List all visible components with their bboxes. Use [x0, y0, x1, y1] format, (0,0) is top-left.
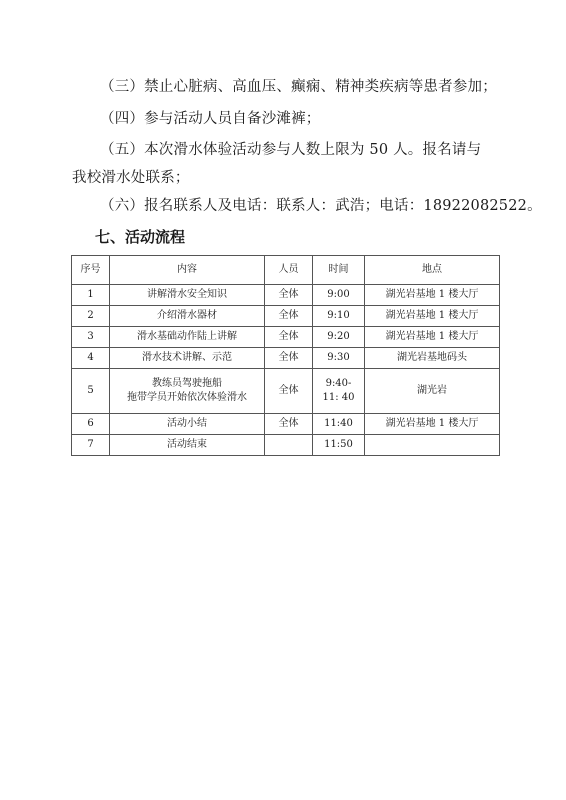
schedule-table	[71, 255, 500, 456]
header-place: 地点	[365, 256, 500, 285]
paragraph-item-4: （四）参与活动人员自备沙滩裤；	[100, 111, 321, 127]
cell-time	[313, 306, 365, 327]
cell-place: 湖光岩基地 1 楼大厅	[365, 306, 500, 327]
table-row	[72, 327, 500, 348]
section-heading: 七、活动流程	[95, 228, 186, 246]
header-people: 人员	[265, 256, 313, 285]
cell-time-line: 9:10	[327, 310, 350, 321]
cell-people: 全体	[265, 285, 313, 306]
cell-time-line: 11:50	[324, 439, 353, 450]
paragraph-item-3: （三）禁止心脏病、高血压、癫痫、精神类疾病等患者参加；	[100, 79, 497, 95]
cell-content-line: 介绍滑水器材	[157, 310, 217, 321]
table-row	[72, 435, 500, 456]
cell-people: 全体	[265, 369, 313, 414]
cell-time	[313, 414, 365, 435]
table-row	[72, 285, 500, 306]
table-row	[72, 306, 500, 327]
cell-no: 1	[72, 285, 110, 306]
cell-time	[313, 435, 365, 456]
cell-people: 全体	[265, 327, 313, 348]
table-header-row	[72, 256, 500, 285]
cell-place: 湖光岩基地 1 楼大厅	[365, 414, 500, 435]
cell-content-line: 讲解滑水安全知识	[147, 289, 227, 300]
cell-people: 全体	[265, 414, 313, 435]
header-content: 内容	[110, 256, 265, 285]
cell-place: 湖光岩基地 1 楼大厅	[365, 285, 500, 306]
paragraph-item-5: （五）本次滑水体验活动参与人数上限为 50 人。报名请与	[100, 142, 482, 158]
cell-time-line: 9:00	[327, 289, 350, 300]
cell-content	[110, 327, 265, 348]
cell-content	[110, 306, 265, 327]
cell-people: 全体	[265, 348, 313, 369]
paragraph-item-6: （六）报名联系人及电话：联系人：武浩；电话：18922082522。	[100, 198, 542, 214]
cell-no: 3	[72, 327, 110, 348]
cell-content	[110, 435, 265, 456]
cell-content-line: 滑水技术讲解、示范	[142, 352, 232, 363]
cell-content-line: 滑水基础动作陆上讲解	[137, 331, 237, 342]
cell-content-line: 拖带学员开始依次体验滑水	[127, 392, 247, 403]
cell-time	[313, 369, 365, 414]
cell-content-line: 教练员驾驶拖船	[152, 378, 222, 389]
cell-content	[110, 348, 265, 369]
header-no: 序号	[72, 256, 110, 285]
header-time: 时间	[313, 256, 365, 285]
cell-no: 7	[72, 435, 110, 456]
cell-content	[110, 285, 265, 306]
cell-place: 湖光岩基地码头	[365, 348, 500, 369]
table-row	[72, 369, 500, 414]
cell-time-line: 11: 40	[322, 392, 355, 403]
cell-time	[313, 327, 365, 348]
cell-no: 2	[72, 306, 110, 327]
cell-time-line: 9:40-	[325, 378, 352, 389]
cell-people: 全体	[265, 306, 313, 327]
cell-time-line: 11:40	[324, 418, 353, 429]
cell-no: 6	[72, 414, 110, 435]
cell-time-line: 9:30	[327, 352, 350, 363]
cell-content-line: 活动小结	[167, 418, 207, 429]
cell-content	[110, 369, 265, 414]
cell-people	[265, 435, 313, 456]
cell-content	[110, 414, 265, 435]
cell-place: 湖光岩基地 1 楼大厅	[365, 327, 500, 348]
cell-place: 湖光岩	[365, 369, 500, 414]
table-row	[72, 414, 500, 435]
cell-no: 4	[72, 348, 110, 369]
cell-time	[313, 348, 365, 369]
cell-content-line: 活动结束	[167, 439, 207, 450]
paragraph-item-5-cont: 我校滑水处联系；	[72, 170, 190, 186]
cell-time	[313, 285, 365, 306]
cell-place	[365, 435, 500, 456]
cell-no: 5	[72, 369, 110, 414]
cell-time-line: 9:20	[327, 331, 350, 342]
table-row	[72, 348, 500, 369]
